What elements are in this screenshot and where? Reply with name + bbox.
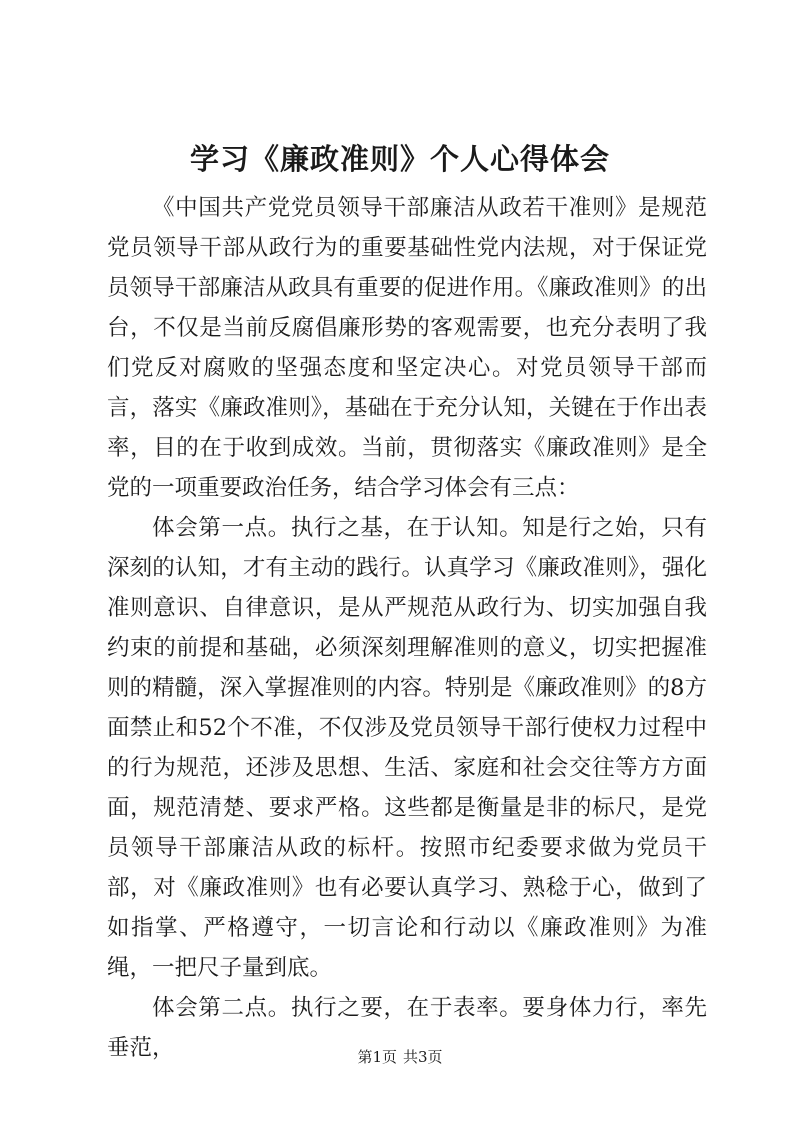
document-title: 学习《廉政准则》个人心得体会: [189, 142, 610, 176]
paragraph-point-one: 体会第一点。执行之基，在于认知。知是行之始，只有深刻的认知，才有主动的践行。认真学习《廉政准则》，强化准则意识、自律意识，是从严规范从政行为、切实加强自我约束的前提和基础，必须深刻理解准则的意义，切实把握准则的精髓，深入掌握准则的内容。特别是《廉政准则》的8方面禁止和52个不准，不仅涉及党员领导干部行使权力过程中的行为规范，还涉及思想、生活、家庭和社会交往等方方面面，规范清楚、要求严格。这些都是衡量是非的标尺，是党员领导干部廉洁从政的标杆。按照市纪委要求做为党员干部，对《廉政准则》也有必要认真学习、熟稔于心，做到了如指掌、严格遵守，一切言论和行动以《廉政准则》为准绳，一把尺子量到底。: [107, 515, 707, 981]
page-footer: [0, 1046, 800, 1068]
page-number: 第1页: [357, 1048, 397, 1066]
page-total: 共3页: [403, 1048, 443, 1066]
paragraph-intro: 《中国共产党党员领导干部廉洁从政若干准则》是规范党员领导干部从政行为的重要基础性党内法规，对于保证党员领导干部廉洁从政具有重要的促进作用。《廉政准则》的出台，不仅是当前反腐倡廉形势的客观需要，也充分表明了我们党反对腐败的坚强态度和坚定决心。对党员领导干部而言，落实《廉政准则》，基础在于充分认知，关键在于作出表率，目的在于收到成效。当前，贯彻落实《廉政准则》是全党的一项重要政治任务，结合学习体会有三点：: [107, 195, 707, 501]
document-body: [107, 188, 707, 1068]
paragraph-point-two: 体会第二点。执行之要，在于表率。要身体力行，率先垂范，: [107, 995, 707, 1061]
